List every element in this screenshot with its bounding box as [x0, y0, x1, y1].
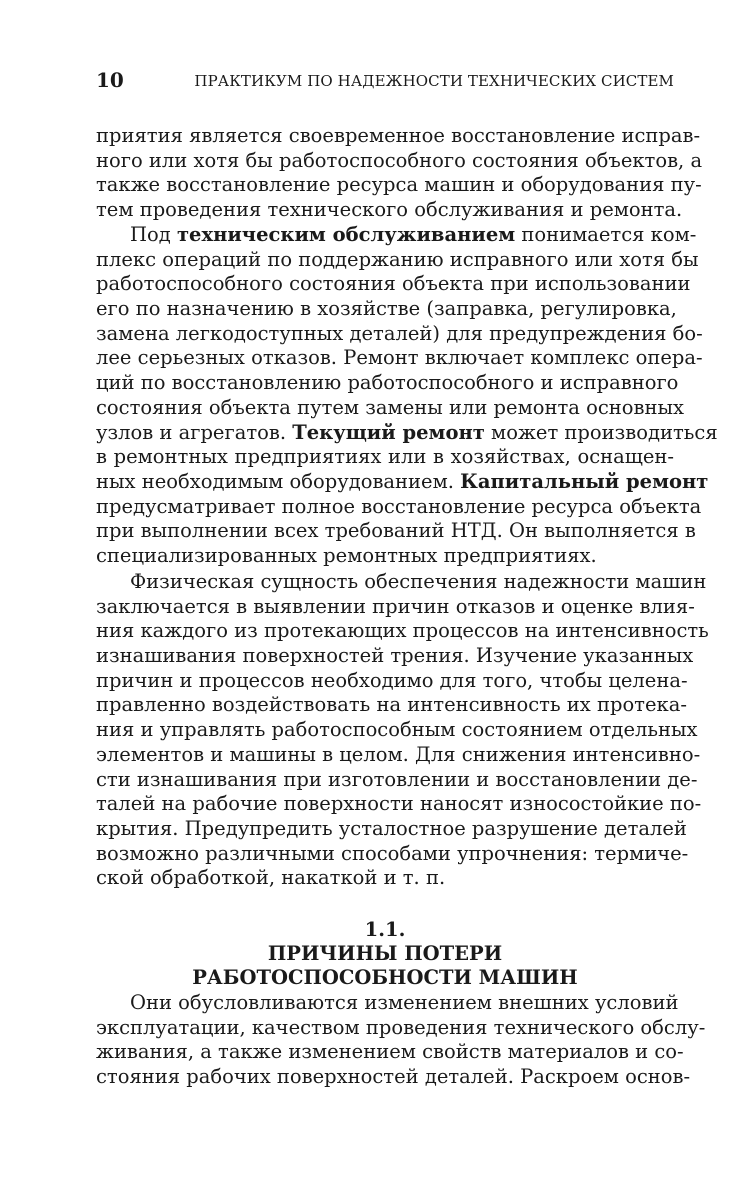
page-number: 10: [96, 68, 124, 92]
text-line: правленно воздействовать на интенсивность их протека-: [96, 693, 687, 717]
text-line: Физическая сущность обеспечения надежности машин: [130, 570, 707, 593]
section-heading: [96, 918, 674, 990]
text-line: при выполнении всех требований НТД. Он выполняется в: [96, 519, 696, 543]
term-capital-repair: Капитальный ремонт: [460, 469, 709, 493]
text-line: изнашивания поверхностей трения. Изучение указанных: [96, 644, 694, 668]
text-line: ния каждого из протекающих процессов на интенсивность: [96, 619, 709, 643]
paragraph-continuation: [96, 124, 703, 223]
paragraph-maintenance: [96, 223, 718, 569]
text-line: состояния объекта путем замены или ремонта основных: [96, 395, 684, 419]
text-line: ской обработкой, накаткой и т. п.: [96, 866, 446, 890]
text-line: возможно различными способами упрочнения: термиче-: [96, 841, 689, 865]
text-line: специализированных ремонтных предприятиях.: [96, 543, 597, 567]
text-line: Они обусловливаются изменением внешних условий: [130, 991, 679, 1014]
text-line: предусматривает полное восстановление ресурса объекта: [96, 494, 702, 518]
paragraph-physical-essence: [96, 570, 709, 891]
text-line: его по назначению в хозяйстве (заправка, регулировка,: [96, 297, 677, 321]
term-current-repair: Текущий ремонт: [292, 420, 485, 444]
running-title: ПРАКТИКУМ ПО НАДЕЖНОСТИ ТЕХНИЧЕСКИХ СИСТЕМ: [194, 72, 674, 90]
text-line: ного или хотя бы работоспособного состояния объектов, а: [96, 148, 703, 172]
text-line: также восстановление ресурса машин и оборудования пу-: [96, 173, 702, 197]
text-line: ния и управлять работоспособным состоянием отдельных: [96, 718, 698, 742]
text-line: сти изнашивания при изготовлении и восстановлении де-: [96, 767, 698, 791]
text-line: работоспособного состояния объекта при использовании: [96, 272, 691, 296]
section-title-line1: ПРИЧИНЫ ПОТЕРИ: [267, 942, 503, 965]
text-line: замена легкодоступных деталей) для предупреждения бо-: [96, 321, 703, 345]
text-line: лее серьезных отказов. Ремонт включает комплекс опера-: [96, 346, 703, 370]
text-line: заключается в выявлении причин отказов и оценке влия-: [96, 594, 695, 618]
paragraph-section-body: [96, 991, 706, 1090]
text-line: узлов и агрегатов. Текущий ремонт может производиться: [96, 420, 718, 444]
text-line: талей на рабочие поверхности наносят износостойкие по-: [96, 792, 702, 816]
text-line: ных необходимым оборудованием. Капитальный ремонт: [96, 469, 709, 493]
text-line: элементов и машины в целом. Для снижения интенсивно-: [96, 742, 701, 766]
text-line: причин и процессов необходимо для того, чтобы целена-: [96, 668, 688, 692]
page-header: [96, 68, 674, 98]
text-line: стояния рабочих поверхностей деталей. Раскроем основ-: [96, 1065, 691, 1089]
text-line: живания, а также изменением свойств материалов и со-: [96, 1040, 684, 1064]
text-line: крытия. Предупредить усталостное разрушение деталей: [96, 816, 687, 840]
text-line: Под техническим обслуживанием понимается ком-: [130, 223, 697, 246]
text-line: эксплуатации, качеством проведения технического обслу-: [96, 1015, 706, 1039]
section-title-line2: РАБОТОСПОСОБНОСТИ МАШИН: [192, 966, 578, 989]
section-number: 1.1.: [364, 918, 406, 941]
text-line: приятия является своевременное восстановление исправ-: [96, 124, 701, 147]
text-line: ций по восстановлению работоспособного и исправного: [96, 371, 679, 395]
text-line: тем проведения технического обслуживания и ремонта.: [96, 198, 683, 222]
term-maintenance: техническим обслуживанием: [176, 223, 516, 246]
text-line: плекс операций по поддержанию исправного или хотя бы: [96, 247, 699, 271]
text-line: в ремонтных предприятиях или в хозяйствах, оснащен-: [96, 445, 674, 469]
